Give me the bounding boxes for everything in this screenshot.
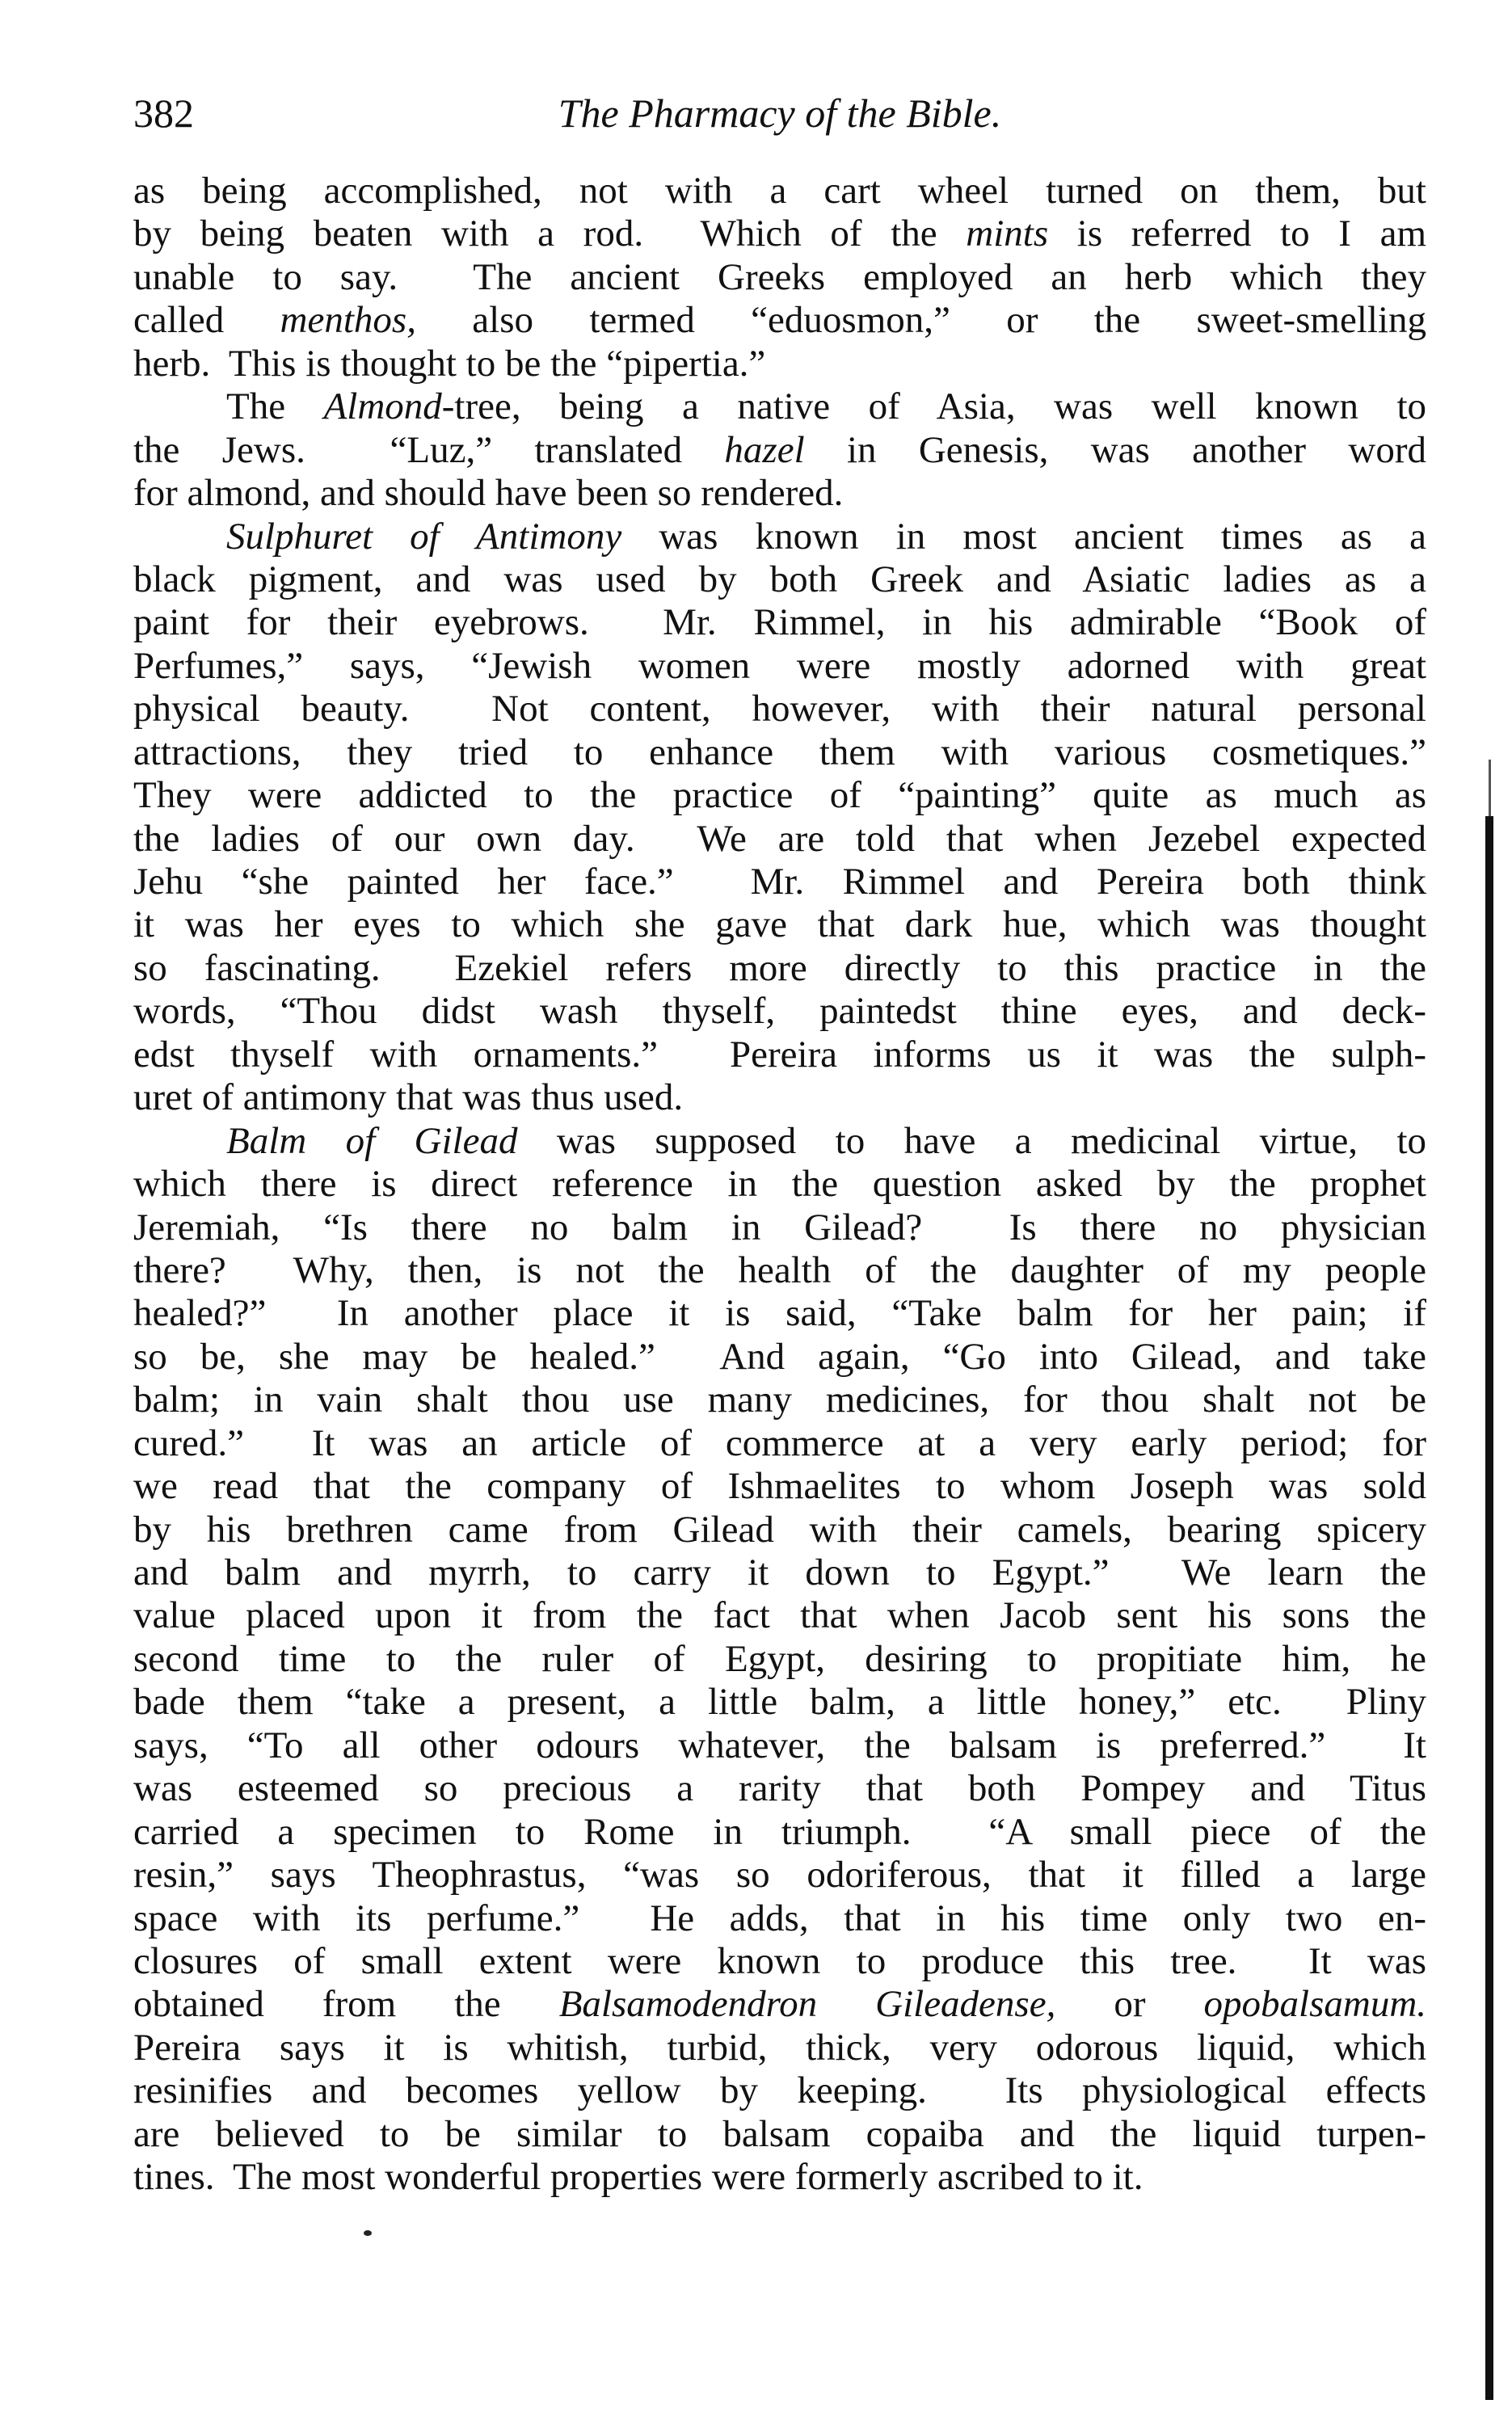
text-run: Pereira says it is whitish, turbid, thick, very odorous liquid, which: [133, 2026, 1426, 2069]
text-run: the Jews. “Luz,” translated: [133, 428, 725, 471]
italic-term: Almond: [323, 385, 442, 428]
text-run: by his brethren came from Gilead with their camels, bearing spicery: [133, 1508, 1426, 1551]
text-line: [133, 1034, 1426, 1076]
text-run: also termed “eduosmon,” or the sweet-smelling: [415, 299, 1426, 342]
text-line: [133, 1897, 1426, 1940]
italic-term: menthos,: [280, 299, 416, 342]
text-run: was supposed to have a medicinal virtue, to: [517, 1119, 1426, 1162]
text-run: and balm and myrrh, to carry it down to Egypt.” We learn the: [133, 1551, 1426, 1594]
text-run: space with its perfume.” He adds, that in his time only two en-: [133, 1897, 1426, 1939]
text-line: [133, 601, 1426, 644]
italic-term: Sulphuret of Antimony: [226, 515, 622, 558]
text-run: we read that the company of Ishmaelites to whom Joseph was sold: [133, 1465, 1426, 1508]
ink-speck: [364, 2230, 372, 2236]
text-run: Jehu “she painted her face.” Mr. Rimmel and Pereira both think: [133, 861, 1426, 903]
text-line: [133, 256, 1426, 299]
text-run: called: [133, 299, 280, 342]
text-run: bade them “take a present, a little balm, a little honey,” etc. Pliny: [133, 1681, 1426, 1724]
text-run: it was her eyes to which she gave that dark hue, which was thought: [133, 903, 1426, 946]
text-run: cured.” It was an article of commerce at a very early period; for: [133, 1421, 1426, 1464]
page-number: 382: [133, 91, 194, 136]
text-line: [133, 1163, 1426, 1206]
text-run: or: [1055, 1983, 1204, 2026]
text-run: says, “To all other odours whatever, the balsam is preferred.” It: [133, 1724, 1426, 1766]
text-run: black pigment, and was used by both Greek and Asiatic ladies as a: [133, 558, 1426, 600]
binding-shadow: [1489, 760, 1491, 816]
text-run: closures of small extent were known to produce this tree. It was: [133, 1939, 1426, 1982]
text-line: [133, 1292, 1426, 1335]
text-run: so fascinating. Ezekiel refers more directly to this practice in the: [133, 946, 1426, 989]
text-run: in Genesis, was another word: [804, 428, 1426, 471]
page-header: [133, 89, 1426, 137]
text-run: are believed to be similar to balsam copaiba and the liquid turpen-: [133, 2112, 1426, 2155]
text-line: [133, 1120, 1426, 1163]
italic-term: mints: [966, 213, 1049, 255]
text-line: [133, 731, 1426, 774]
text-run: by being beaten with a rod. Which of the: [133, 213, 967, 255]
text-run: herb. This is thought to be the “pipertia.”: [133, 342, 766, 385]
text-line: [133, 1379, 1426, 1421]
text-run: resin,” says Theophrastus, “was so odoriferous, that it filled a large: [133, 1854, 1426, 1897]
text-line: [133, 1940, 1426, 1983]
text-run: for almond, and should have been so rendered.: [133, 472, 844, 515]
text-line: [133, 472, 1426, 515]
text-line: [133, 1681, 1426, 1724]
text-run: so be, she may be healed.” And again, “Go into Gilead, and take: [133, 1335, 1426, 1378]
text-run: is referred to I am: [1048, 213, 1426, 255]
text-line: [133, 429, 1426, 472]
text-run: attractions, they tried to enhance them with various cosmetiques.”: [133, 730, 1426, 773]
body-text: [133, 170, 1426, 2200]
text-line: [133, 947, 1426, 990]
text-run: carried a specimen to Rome in triumph. “A small piece of the: [133, 1810, 1426, 1853]
text-run: paint for their eyebrows. Mr. Rimmel, in his admirable “Book of: [133, 601, 1426, 644]
text-line: [133, 688, 1426, 730]
text-line: [133, 385, 1426, 428]
text-run: was esteemed so precious a rarity that both Pompey and Titus: [133, 1767, 1426, 1810]
text-run: uret of antimony that was thus used.: [133, 1076, 684, 1119]
text-line: [133, 1854, 1426, 1897]
text-run: balm; in vain shalt thou use many medicines, for thou shalt not be: [133, 1379, 1426, 1421]
text-line: [133, 1594, 1426, 1637]
text-line: [133, 1767, 1426, 1810]
text-line: [133, 645, 1426, 688]
text-line: [133, 1422, 1426, 1465]
text-run: as being accomplished, not with a cart wheel turned on them, but: [133, 170, 1426, 212]
running-title: The Pharmacy of the Bible.: [558, 91, 1002, 136]
text-line: [133, 903, 1426, 946]
text-line: [133, 213, 1426, 255]
text-run: was known in most ancient times as a: [621, 515, 1426, 558]
text-line: [133, 1724, 1426, 1767]
text-line: [133, 299, 1426, 342]
text-run: the ladies of our own day. We are told that when Jezebel expected: [133, 817, 1426, 860]
text-run: there? Why, then, is not the health of the daughter of my people: [133, 1248, 1426, 1291]
text-line: [133, 990, 1426, 1033]
text-run: healed?” In another place it is said, “Take balm for her pain; if: [133, 1292, 1426, 1335]
text-run: words, “Thou didst wash thyself, paintedst thine eyes, and deck-: [133, 990, 1426, 1033]
text-line: [133, 861, 1426, 903]
text-line: [133, 343, 1426, 385]
text-run: tines. The most wonderful properties were formerly ascribed to it.: [133, 2156, 1143, 2199]
text-line: [133, 1206, 1426, 1249]
text-run: obtained from the: [133, 1983, 559, 2026]
text-run: The: [226, 385, 324, 428]
text-line: [133, 1638, 1426, 1681]
italic-term: Balsamodendron Gileadense,: [558, 1983, 1056, 2026]
text-run: edst thyself with ornaments.” Pereira informs us it was the sulph-: [133, 1033, 1426, 1076]
text-run: value placed upon it from the fact that when Jacob sent his sons the: [133, 1594, 1426, 1637]
text-line: [133, 1811, 1426, 1854]
text-line: [133, 2156, 1426, 2199]
text-run: resinifies and becomes yellow by keeping. Its physiological effects: [133, 2069, 1426, 2112]
text-run: Perfumes,” says, “Jewish women were mostly adorned with great: [133, 644, 1426, 687]
text-line: [133, 774, 1426, 817]
text-run: physical beauty. Not content, however, with their natural personal: [133, 688, 1426, 730]
text-line: [133, 1076, 1426, 1119]
text-run: -tree, being a native of Asia, was well known to: [441, 385, 1426, 428]
text-line: [133, 1465, 1426, 1508]
binding-edge: [1485, 816, 1493, 2400]
text-line: [133, 1983, 1426, 2026]
text-run: which there is direct reference in the question asked by the prophet: [133, 1163, 1426, 1206]
text-run: second time to the ruler of Egypt, desiring to propitiate him, he: [133, 1637, 1426, 1680]
text-line: [133, 818, 1426, 861]
text-run: unable to say. The ancient Greeks employed an herb which they: [133, 255, 1426, 298]
italic-term: opobalsamum.: [1203, 1983, 1426, 2026]
text-line: [133, 558, 1426, 601]
text-line: [133, 516, 1426, 558]
text-line: [133, 1509, 1426, 1551]
italic-term: Balm of Gilead: [226, 1119, 518, 1162]
text-run: Jeremiah, “Is there no balm in Gilead? Is there no physician: [133, 1206, 1426, 1248]
text-line: [133, 1336, 1426, 1379]
text-line: [133, 170, 1426, 213]
text-line: [133, 2113, 1426, 2156]
text-line: [133, 2069, 1426, 2112]
text-line: [133, 2027, 1426, 2069]
text-line: [133, 1249, 1426, 1292]
text-run: They were addicted to the practice of “painting” quite as much as: [133, 774, 1426, 817]
italic-term: hazel: [724, 428, 805, 471]
text-line: [133, 1551, 1426, 1594]
